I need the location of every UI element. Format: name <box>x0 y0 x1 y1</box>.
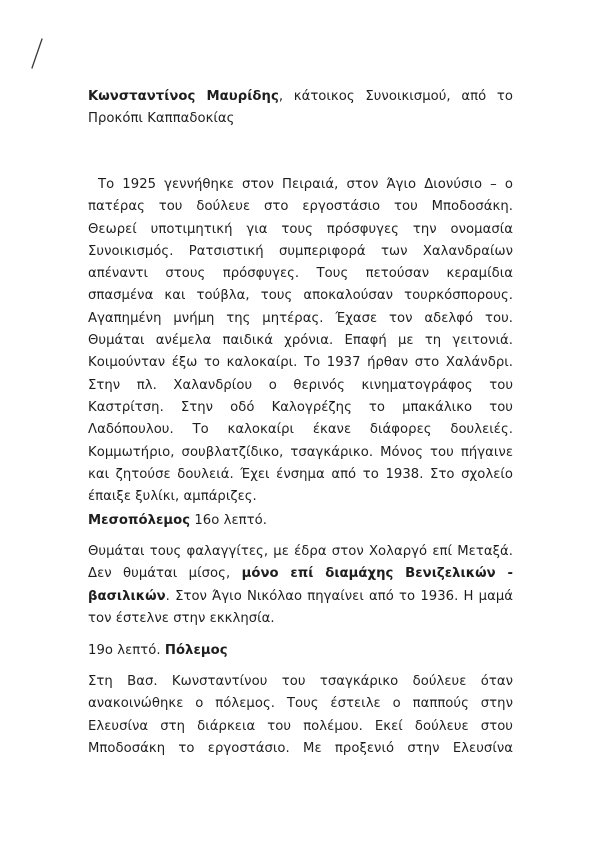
paragraph-line: ανακοινώθηκε ο πόλεμος. Τους έστειλε ο παππούς στην <box>88 696 513 712</box>
section-heading-war <box>88 640 513 662</box>
paragraph-line: Κοιμούνταν έξω το καλοκαίρι. Το 1937 ήρθαν στο Χαλάνδρι. <box>88 355 513 371</box>
section-title-interwar: Μεσοπόλεμος <box>88 513 191 528</box>
header-line-2: Προκόπι Καππαδοκίας <box>88 111 235 127</box>
section-title-war: Πόλεμος <box>164 643 228 658</box>
paragraph-line: Δεν θυμάται μίσος, μόνο επί διαμάχης Βενιζελικών - <box>88 566 513 582</box>
header-residence: , κάτοικος Συνοικισμού, από το <box>278 89 513 104</box>
paragraph-line: Θεωρεί υποτιμητική για τους πρόσφυγες την ονομασία <box>88 221 513 237</box>
paragraph-line: απέναντι στους πρόσφυγες. Τους πετούσαν κεραμίδια <box>88 266 513 282</box>
paragraph-line: Θυμάται τους φαλαγγίτες, με έδρα στον Χολαργό επί Μεταξά. <box>88 544 513 559</box>
paragraph-line: Μποδοσάκη το εργοστάσιο. Με προξενιό στην Ελευσίνα <box>88 740 513 756</box>
header-line-1 <box>88 86 513 108</box>
handwritten-slash-mark <box>30 38 44 70</box>
section-time-interwar: 16ο λεπτό. <box>190 513 267 528</box>
paragraph-line: σπασμένα και τούβλα, τους αποκαλούσαν τουρκόσπορους. <box>88 288 513 304</box>
paragraph-line: Στη Βασ. Κωνσταντίνου του τσαγκάρικο δούλευε όταν <box>88 674 513 689</box>
paragraph-line: έπαιξε ξυλίκι, αμπάριζες. <box>88 489 257 505</box>
paragraph-line: Λαδόπουλου. Το καλοκαίρι έκανε διάφορες δουλειές. <box>88 422 513 438</box>
paragraph-line: και ζητούσε δουλειά. Έχει ένσημα από το 1938. Στο σχολείο <box>88 466 513 482</box>
paragraph-line: Αγαπημένη μνήμη της μητέρας. Έχασε τον αδελφό του. <box>88 310 513 326</box>
paragraph-line: βασιλικών. Στον Άγιο Νικόλαο πηγαίνει από το 1936. Η μαμά <box>88 588 513 604</box>
paragraph-childhood <box>88 174 513 508</box>
paragraph-line: Ελευσίνα στη διάρκεια του πολέμου. Εκεί δούλευε στου <box>88 718 513 734</box>
paragraph-line: Συνοικισμός. Ρατσιστική συμπεριφορά των Χαλανδραίων <box>88 243 513 259</box>
section-time-war: 19ο λεπτό. <box>88 643 165 658</box>
paragraph-line: Θυμάται ανέμελα παιδικά χρόνια. Επαφή με τη γειτονιά. <box>88 333 513 349</box>
paragraph-line: πατέρας του δούλευε στο εργοστάσιο του Μποδοσάκη. <box>88 199 513 215</box>
paragraph-line: τον έστελνε στην εκκλησία. <box>88 610 275 626</box>
paragraph-line: Καστρίτση. Στην οδό Καλογρέζης το μπακάλικο του <box>88 399 513 415</box>
person-name: Κωνσταντίνος Μαυρίδης <box>88 89 279 104</box>
paragraph-line: Κομμωτήριο, σουβλατζίδικο, τσαγκάρικο. Μόνος του πήγαινε <box>88 444 513 460</box>
paragraph-interwar <box>88 541 513 630</box>
paragraph-line: Στην πλ. Χαλανδρίου ο θερινός κινηματογράφος του <box>88 377 513 393</box>
header <box>88 86 513 131</box>
paragraph-line: Το 1925 γεννήθηκε στον Πειραιά, στον Άγιο Διονύσιο – ο <box>98 177 513 192</box>
paragraph-war <box>88 671 513 760</box>
section-heading-interwar <box>88 510 513 532</box>
